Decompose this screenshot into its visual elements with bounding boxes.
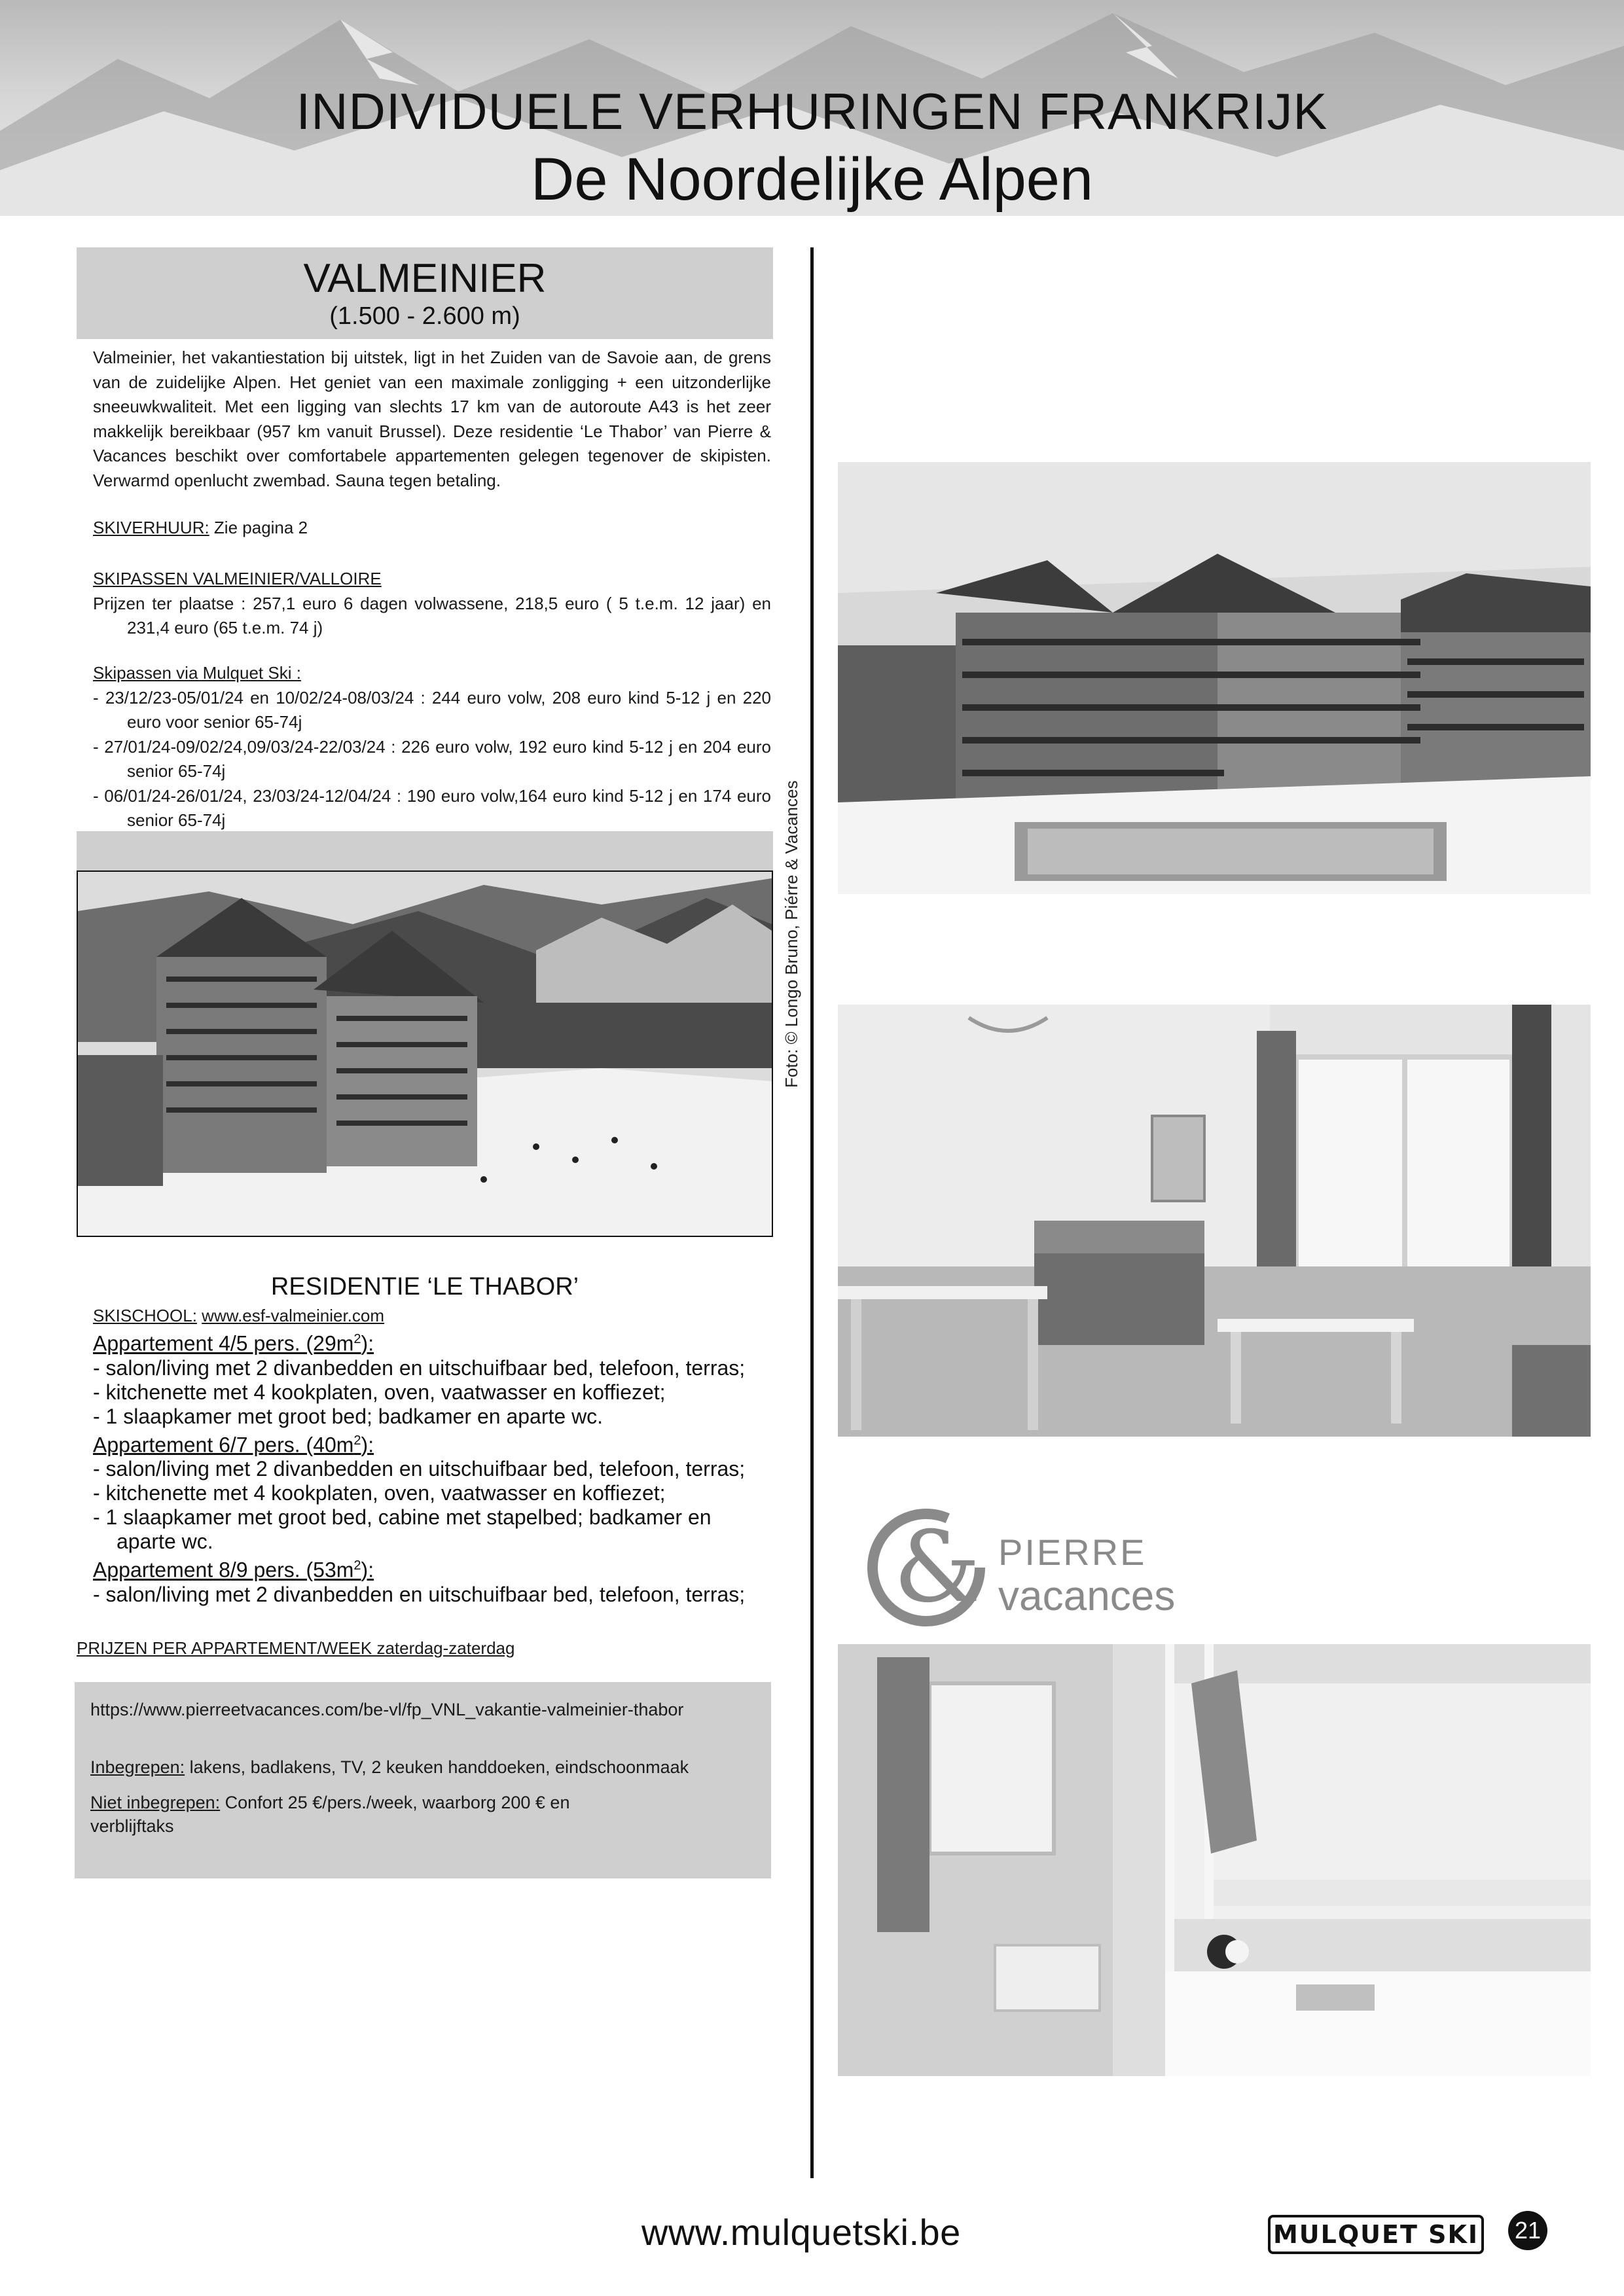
station-title-box — [77, 247, 773, 339]
skipassen-mulquet-section — [93, 661, 771, 833]
not-included-text: Confort 25 €/pers./week, waarborg 200 € en verblijftaks — [90, 1793, 570, 1836]
apartments-list — [93, 1327, 771, 1607]
prices-heading: PRIJZEN PER APPARTEMENT/WEEK zaterdag-zaterdag — [77, 1638, 515, 1658]
page-number: 21 — [1508, 2211, 1547, 2250]
living-room-photo — [838, 1005, 1591, 1437]
station-name: VALMEINIER — [303, 256, 547, 301]
hotel-mountain-photo — [77, 870, 773, 1237]
footer-website-link[interactable]: www.mulquetski.be — [641, 2212, 961, 2253]
logo-pierre: PIERRE — [998, 1532, 1147, 1573]
header-banner — [0, 0, 1624, 216]
apartment-feature: - kitchenette met 4 kookplaten, oven, vaatwasser en koffiezet; — [93, 1380, 666, 1404]
logo-vacances: vacances — [998, 1572, 1176, 1619]
station-altitude: (1.500 - 2.600 m) — [329, 302, 520, 330]
apartment-feature: - salon/living met 2 divanbedden en uitschuifbaar bed, telefoon, terras; — [93, 1355, 746, 1380]
apartment-heading: Appartement 6/7 pers. $(40m^2)$: — [93, 1433, 374, 1457]
included-line — [90, 1755, 758, 1779]
station-intro: Valmeinier, het vakantiestation bij uitstek, ligt in het Zuiden van de Savoie aan, de grens van de zuidelijke Alpen. Het geniet van een maximale zonligging + een uitzonderlijke sneeuwkwaliteit. Met een ligging van slechts 17 km van de autoroute A43 is het zeer makkelijk bereikbaar (957 km vanuit Brussel). Deze residentie ‘Le Thabor’ van Pierre & Vacances beschikt over comfortabele appartementen gelegen tegenover de skipisten. Verwarmd openlucht zwembad. Sauna tegen betaling. — [93, 348, 771, 490]
apartment-feature: - kitchenette met 4 kookplaten, oven, vaatwasser en koffiezet; — [93, 1481, 666, 1505]
prices-box — [75, 1682, 771, 1878]
apartment-feature: - salon/living met 2 divanbedden en uitschuifbaar bed, telefoon, terras; — [93, 1457, 746, 1481]
page-title: INDIVIDUELE VERHURINGEN FRANKRIJK — [296, 82, 1328, 140]
skipassen-line: - 23/12/23-05/01/24 en 10/02/24-08/03/24 : 244 euro volw, 208 euro kind 5-12 j en 220 euro voor senior 65-74j — [93, 687, 771, 732]
apartment-heading: Appartement 4/5 pers. $(29m^2)$: — [93, 1331, 374, 1355]
grey-strip — [77, 831, 773, 870]
apartment-heading: Appartement 8/9 pers. $(53m^2)$: — [93, 1558, 374, 1582]
skipassen-local-section — [93, 567, 771, 641]
prices-url[interactable]: https://www.pierreetvacances.com/be-vl/fp_VNL_vakantie-valmeinier-thabor — [90, 1700, 684, 1719]
residence-title: RESIDENTIE ‘LE THABOR’ — [270, 1273, 579, 1300]
skipassen-line: - 06/01/24-26/01/24, 23/03/24-12/04/24 : 190 euro volw,164 euro kind 5-12 j en 174 euro senior 65-74j — [93, 785, 771, 830]
column-divider — [810, 247, 814, 2178]
apartment-feature: - 1 slaapkamer met groot bed; badkamer en aparte wc. — [93, 1404, 604, 1428]
hotel-pool-photo — [838, 462, 1591, 894]
mulquet-ski-logo: MULQUET SKI — [1268, 2215, 1484, 2254]
skischool-label: SKISCHOOL: — [93, 1306, 197, 1325]
not-included-line — [90, 1791, 575, 1838]
skipassen-line: - 27/01/24-09/02/24,09/03/24-22/03/24 : 226 euro volw, 192 euro kind 5-12 j en 204 euro senior 65-74j — [93, 736, 771, 781]
photo-credit: Foto: © Longo Bruno, Piérre & Vacances — [782, 780, 801, 1088]
bunk-bedroom-photo — [838, 1644, 1591, 2076]
skiverhuur-label: SKIVERHUUR: — [93, 518, 209, 537]
apartment-feature: - 1 slaapkamer met groot bed, cabine met stapelbed; badkamer en aparte wc. — [93, 1505, 712, 1554]
skischool-link[interactable]: www.esf-valmeinier.com — [202, 1306, 385, 1325]
not-included-label: Niet inbegrepen: — [90, 1793, 221, 1812]
skipassen-mulquet-heading: Skipassen via Mulquet Ski : — [93, 663, 301, 683]
skiverhuur-line — [93, 516, 771, 541]
skischool-line — [93, 1304, 771, 1329]
apartment-feature: - salon/living met 2 divanbedden en uitschuifbaar bed, telefoon, terras; — [93, 1582, 746, 1606]
page-subtitle: De Noordelijke Alpen — [530, 146, 1094, 213]
included-label: Inbegrepen: — [90, 1757, 185, 1777]
logo-ampersand: & — [893, 1511, 981, 1624]
skipassen-local-heading: SKIPASSEN VALMEINIER/VALLOIRE — [93, 569, 382, 588]
pierre-vacances-logo — [867, 1509, 1182, 1626]
included-text: lakens, badlakens, TV, 2 keuken handdoeken, eindschoonmaak — [185, 1757, 689, 1777]
skipassen-local-text: Prijzen ter plaatse : 257,1 euro 6 dagen volwassene, 218,5 euro ( 5 t.e.m. 12 jaar) en 231,4 euro (65 t.e.m. 74 j) — [93, 593, 771, 637]
skiverhuur-value: Zie pagina 2 — [209, 518, 308, 537]
